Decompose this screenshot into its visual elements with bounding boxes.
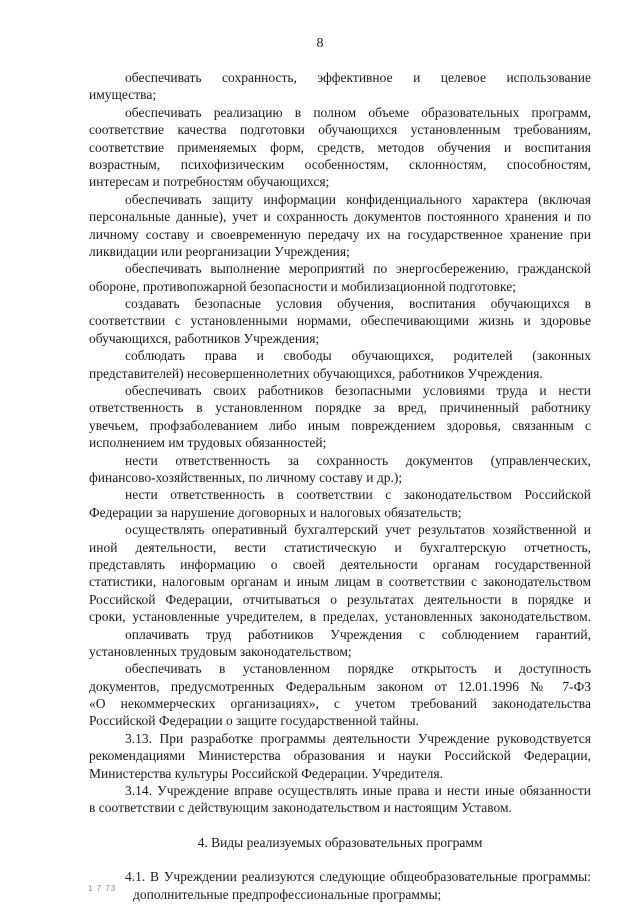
page-number: 8 xyxy=(316,36,324,51)
text-line: представителей) несовершеннолетних обучающихся, работников Учреждения. xyxy=(89,365,543,381)
text-line: иной деятельности, вести статистическую и бухгалтерскую отчетность, xyxy=(89,539,591,555)
text-line: 4.1. В Учреждении реализуются следующие общеобразовательные программы: xyxy=(125,869,591,885)
text-line: нести ответственность за сохранность документов (управленческих, xyxy=(125,452,591,468)
text-line: персональные данные), учет и сохранность документов постоянного хранения и по xyxy=(89,209,591,225)
text-line: обеспечивать выполнение мероприятий по энергосбережению, гражданской xyxy=(125,261,591,277)
text-line: финансово-хозяйственных, по личному составу и др.); xyxy=(89,469,403,485)
text-line: обеспечивать реализацию в полном объеме образовательных программ, xyxy=(125,104,591,120)
text-line: имущества; xyxy=(89,87,157,103)
text-line: «О некоммерческих организациях», с учетом требований законодательства xyxy=(89,696,591,712)
text-line: исполнением им трудовых обязанностей; xyxy=(89,435,327,451)
text-line: осуществлять оперативный бухгалтерский учет результатов хозяйственной и xyxy=(125,522,591,538)
text-line: ответственность в установленном порядке за вред, причиненный работнику xyxy=(89,400,591,416)
text-line: личному составу и своевременную передачу их на государственное хранение при xyxy=(89,226,591,242)
text-line: обучающихся, работников Учреждения; xyxy=(89,330,320,346)
text-line: интересам и потребностям обучающихся; xyxy=(89,174,330,190)
text-line: 3.13. При разработке программы деятельности Учреждение руководствуется xyxy=(125,730,591,746)
text-line: возрастным, психофизическим особенностям, склонностям, способностям, xyxy=(89,156,591,172)
document-body xyxy=(89,69,591,903)
paragraph-gap xyxy=(89,851,591,868)
text-line: создавать безопасные условия обучения, воспитания обучающихся в xyxy=(125,296,591,312)
paragraph-gap xyxy=(89,817,591,834)
text-line: 3.14. Учреждение вправе осуществлять иные права и нести иные обязанности xyxy=(125,783,591,799)
text-line: дополнительные предпрофессиональные программы; xyxy=(133,886,442,902)
text-line: обеспечивать своих работников безопасными условиями труда и нести xyxy=(125,383,591,399)
footer-mark: 1 7 73 xyxy=(88,884,117,893)
section-heading: 4. Виды реализуемых образовательных программ xyxy=(197,834,483,850)
text-line: статистики, налоговым органам и иным лицам в соответствии с законодательством xyxy=(89,574,591,590)
text-line: увечьем, профзаболеванием либо иным повреждением здоровья, связанным с xyxy=(89,417,591,433)
text-line: в соответствии с действующим законодательством и настоящим Уставом. xyxy=(89,800,512,816)
text-line: рекомендациями Министерства образования и науки Российской Федерации, xyxy=(89,748,591,764)
text-line: соответствие применяемых форм, средств, методов обучения и воспитания xyxy=(89,139,591,155)
text-line: оплачивать труд работников Учреждения с соблюдением гарантий, xyxy=(125,626,591,642)
text-line: соответствие качества подготовки обучающихся установленным требованиям, xyxy=(89,122,591,138)
text-line: Федерации за нарушение договорных и налоговых обязательств; xyxy=(89,504,462,520)
text-line: обеспечивать сохранность, эффективное и целевое использование xyxy=(125,70,591,85)
text-line: Министерства культуры Российской Федерации. Учредителя. xyxy=(89,765,443,781)
text-line: обеспечивать защиту информации конфиденциального характера (включая xyxy=(125,191,591,207)
text-line: сроки, установленные учредителем, в пределах, установленных законодательством. xyxy=(89,609,591,625)
text-line: нести ответственность в соответствии с законодательством Российской xyxy=(125,487,591,503)
text-line: Российской Федерации, отчитываться о результатах деятельности в порядке и xyxy=(89,591,591,607)
text-line: соблюдать права и свободы обучающихся, родителей (законных xyxy=(125,348,591,364)
text-line: соответствии с установленными нормами, обеспечивающими жизнь и здоровье xyxy=(89,313,591,329)
text-line: представлять информацию о своей деятельности органам государственной xyxy=(89,556,591,572)
text-line: обороне, противопожарной безопасности и мобилизационной подготовке; xyxy=(89,278,516,294)
text-line: Российской Федерации о защите государственной тайны. xyxy=(89,713,419,729)
text-line: установленных трудовым законодательством; xyxy=(89,643,352,659)
text-line: обеспечивать в установленном порядке открытость и доступность xyxy=(125,661,591,677)
text-line: ликвидации или реорганизации Учреждения; xyxy=(89,243,350,259)
text-line: документов, предусмотренных Федеральным законом от 12.01.1996 № 7-ФЗ xyxy=(89,678,591,694)
